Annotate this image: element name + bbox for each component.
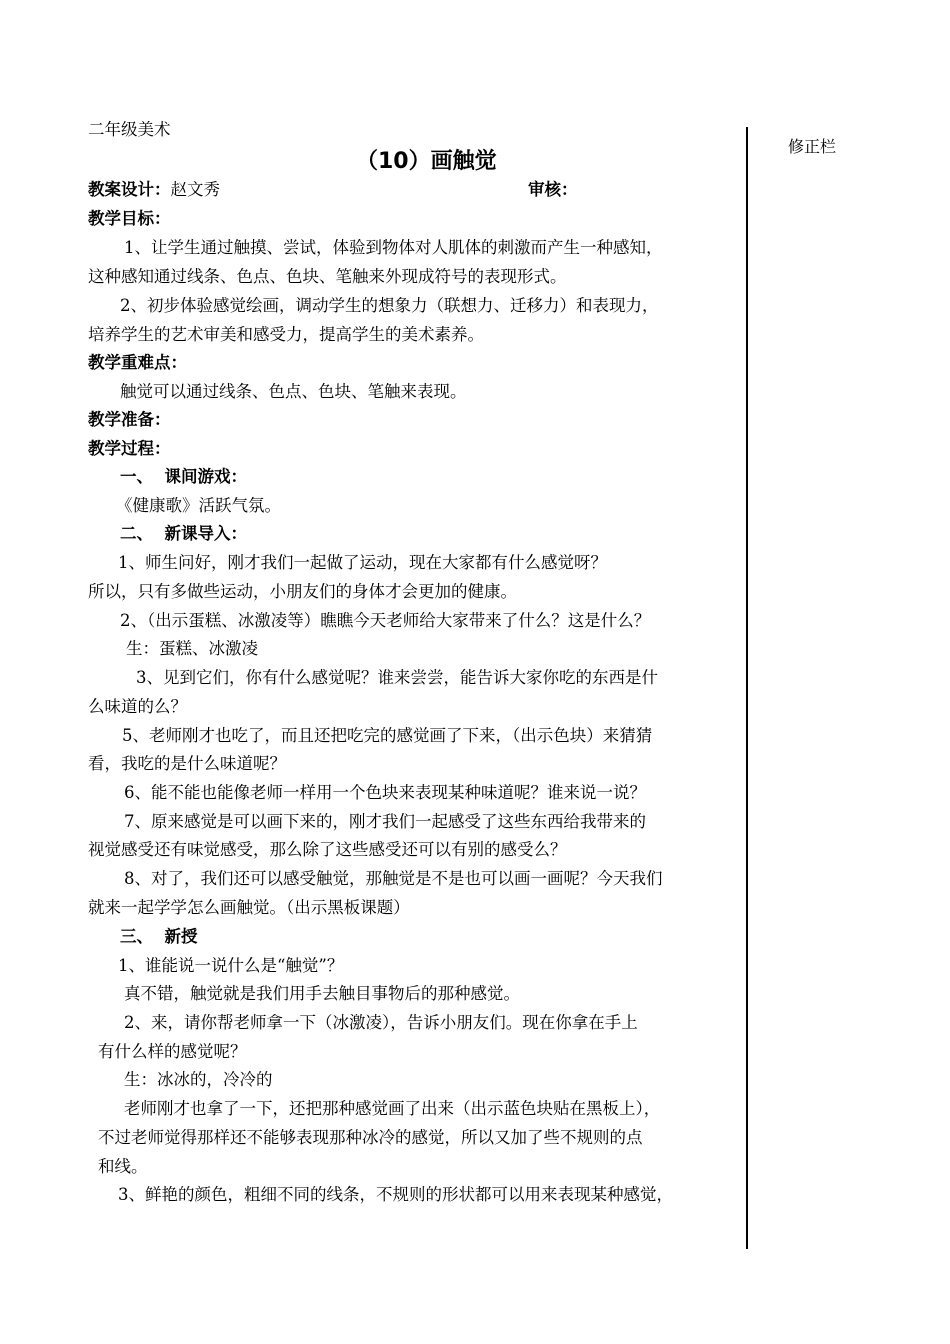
part2-item5-a: 5、老师刚才也吃了，而且还把吃完的感觉画了下来，（出示色块）来猜猜 <box>122 726 653 745</box>
objectives-heading: 教学目标： <box>88 209 171 228</box>
part2-item3-a: 3、见到它们，你有什么感觉呢？谁来尝尝，能告诉大家你吃的东西是什 <box>136 668 658 687</box>
designer-label: 教案设计： <box>88 180 171 199</box>
key-points-heading: 教学重难点： <box>88 353 187 372</box>
objective-2-line-a: 2、初步体验感觉绘画，调动学生的想象力（联想力、迁移力）和表现力， <box>120 296 659 315</box>
part1-text: 《健康歌》活跃气氛。 <box>116 496 281 515</box>
objective-1-line-b: 这种感知通过线条、色点、色块、笔触来外现成符号的表现形式。 <box>88 267 567 286</box>
part3-heading: 三、 新授 <box>120 927 198 946</box>
part2-item3-b: 么味道的么？ <box>88 697 187 716</box>
part2-item2-a: 2、（出示蛋糕、冰激凌等）瞧瞧今天老师给大家带来了什么？这是什么？ <box>120 611 651 630</box>
part3-item3-a: 3、鲜艳的颜色，粗细不同的线条，不规则的形状都可以用来表现某种感觉， <box>118 1185 673 1204</box>
part2-heading: 二、 新课导入： <box>120 524 247 543</box>
margin-divider-line <box>746 127 748 1249</box>
part2-item2-b: 生：蛋糕、冰激凌 <box>126 639 258 658</box>
part2-item7-a: 7、原来感觉是可以画下来的，刚才我们一起感受了这些东西给我带来的 <box>124 812 646 831</box>
part3-item2-f: 和线。 <box>98 1157 148 1176</box>
review-label: 审核： <box>528 180 578 199</box>
part3-item2-b: 有什么样的感觉呢？ <box>98 1042 247 1061</box>
objective-2-line-b: 培养学生的艺术审美和感受力，提高学生的美术素养。 <box>88 325 484 344</box>
part3-item2-c: 生：冰冰的，冷冷的 <box>124 1070 273 1089</box>
part3-item1-b: 真不错，触觉就是我们用手去触目事物后的那种感觉。 <box>124 984 520 1003</box>
designer-name: 赵文秀 <box>170 180 220 199</box>
process-heading: 教学过程： <box>88 439 171 458</box>
part3-item2-a: 2、来，请你帮老师拿一下（冰激凌），告诉小朋友们。现在你拿在手上 <box>124 1013 638 1032</box>
part2-item6: 6、能不能也能像老师一样用一个色块来表现某种味道呢？谁来说一说？ <box>124 783 646 802</box>
part2-item8-a: 8、对了，我们还可以感受触觉，那触觉是不是也可以画一画呢？今天我们 <box>124 869 663 888</box>
key-points-text: 触觉可以通过线条、色点、色块、笔触来表现。 <box>120 382 467 401</box>
grade-subject: 二年级美术 <box>88 120 171 139</box>
part2-item1-a: 1、师生问好，刚才我们一起做了运动，现在大家都有什么感觉呀？ <box>118 553 607 572</box>
part2-item8-b: 就来一起学学怎么画触觉。（出示黑板课题） <box>88 898 410 917</box>
preparation-heading: 教学准备： <box>88 410 171 429</box>
part3-item2-e: 不过老师觉得那样还不能够表现那种冰冷的感觉，所以又加了些不规则的点 <box>98 1128 643 1147</box>
part2-item1-b: 所以，只有多做些运动，小朋友们的身体才会更加的健康。 <box>88 582 517 601</box>
part3-item1-a: 1、谁能说一说什么是“触觉”？ <box>118 956 344 975</box>
part3-item2-d: 老师刚才也拿了一下，还把那种感觉画了出来（出示蓝色块贴在黑板上）， <box>124 1099 661 1118</box>
revision-column-label: 修正栏 <box>788 137 837 156</box>
objective-1-line-a: 1、让学生通过触摸、尝试，体验到物体对人肌体的刺激而产生一种感知， <box>124 238 663 257</box>
designer-line <box>88 180 220 200</box>
part2-item7-b: 视觉感受还有味觉感受，那么除了这些感受还可以有别的感受么？ <box>88 840 567 859</box>
part2-item5-b: 看，我吃的是什么味道呢？ <box>88 754 286 773</box>
part1-heading: 一、 课间游戏： <box>120 467 247 486</box>
page-title: （10）画触觉 <box>356 149 497 174</box>
